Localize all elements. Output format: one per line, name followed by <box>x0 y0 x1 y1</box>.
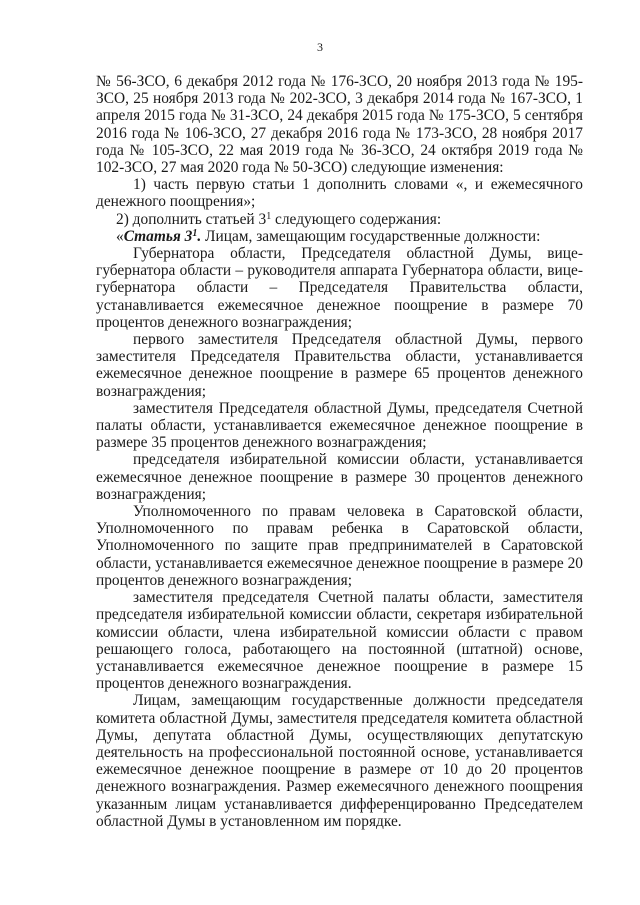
governor-paragraph: Губернатора области, Председателя областной Думы, вице-губернатора области – руководителя аппарата Губернатора области, вице-губернатора области – Председателя Правительства области, устанавливается ежемесячное денежное поощрение в размере 70 процентов денежного вознаграждения; <box>96 245 583 331</box>
item-2-text-end: следующего содержания: <box>271 210 442 228</box>
page-number: 3 <box>317 40 323 54</box>
article-heading-paragraph <box>96 228 583 245</box>
item-2-paragraph <box>96 211 583 228</box>
amendment-list-paragraph: № 56-ЗСО, 6 декабря 2012 года № 176-ЗСО, 20 ноября 2013 года № 195-ЗСО, 25 ноября 2013 года № 202-ЗСО, 3 декабря 2014 года № 167-ЗСО, 1 апреля 2015 года № 31-ЗСО, 24 декабря 2015 года № 175-ЗСО, 5 сентября 2016 года № 106-ЗСО, 27 декабря 2016 года № 173-ЗСО, 28 ноября 2017 года № 105-ЗСО, 22 мая 2019 года № 36-ЗСО, 24 октября 2019 года № 102-ЗСО, 27 мая 2020 года № 50-ЗСО) следующие изменения: <box>96 73 583 177</box>
article-lead-text: Лицам, замещающим государственные должности: <box>201 227 541 245</box>
item-2-text: 2) дополнить статьей 3 <box>116 210 267 228</box>
article-title-superscript: 1 <box>192 227 198 239</box>
deputy-chair-paragraph: заместителя Председателя областной Думы, председателя Счетной палаты области, устанавливается ежемесячное денежное поощрение в размере 35 процентов денежного вознаграждения; <box>96 399 583 452</box>
document-body <box>96 73 583 830</box>
election-commission-paragraph: председателя избирательной комиссии области, устанавливается ежемесячное денежное поощрение в размере 30 процентов денежного вознаграждения; <box>96 451 583 503</box>
article-title-text: Статья 3 <box>123 227 193 245</box>
item-1-paragraph: 1) часть первую статьи 1 дополнить словами «, и ежемесячного денежного поощрения»; <box>96 176 583 211</box>
opening-quote: « <box>116 227 124 245</box>
deputy-chair-chamber-paragraph: заместителя председателя Счетной палаты области, заместителя председателя избирательной комиссии области, секретаря избирательной комиссии области, члена избирательной комиссии области с правом решающего голоса, работающего на постоянной (штатной) основе, устанавливается ежемесячное денежное поощрение в размере 15 процентов денежного вознаграждения. <box>96 589 583 693</box>
first-deputy-paragraph: первого заместителя Председателя областной Думы, первого заместителя Председателя Правительства области, устанавливается ежемесячное денежное поощрение в размере 65 процентов денежного вознаграждения; <box>96 331 583 400</box>
committee-chairs-paragraph: Лицам, замещающим государственные должности председателя комитета областной Думы, заместителя председателя комитета областной Думы, депутата областной Думы, осуществляющих депутатскую деятельность на профессиональной постоянной основе, устанавливается ежемесячное денежное поощрение в размере от 10 до 20 процентов денежного вознаграждения. Размер ежемесячного денежного поощрения указанным лицам устанавливается дифференцированно Председателем областной Думы в установленном им порядке. <box>96 692 583 830</box>
article-title <box>124 228 202 245</box>
item-2-superscript: 1 <box>266 210 272 222</box>
ombudsman-paragraph: Уполномоченного по правам человека в Саратовской области, Уполномоченного по правам ребенка в Саратовской области, Уполномоченного по защите прав предпринимателей в Саратовской области, устанавливается ежемесячное денежное поощрение в размере 20 процентов денежного вознаграждения; <box>96 503 583 589</box>
article-title-dot: . <box>197 227 202 245</box>
